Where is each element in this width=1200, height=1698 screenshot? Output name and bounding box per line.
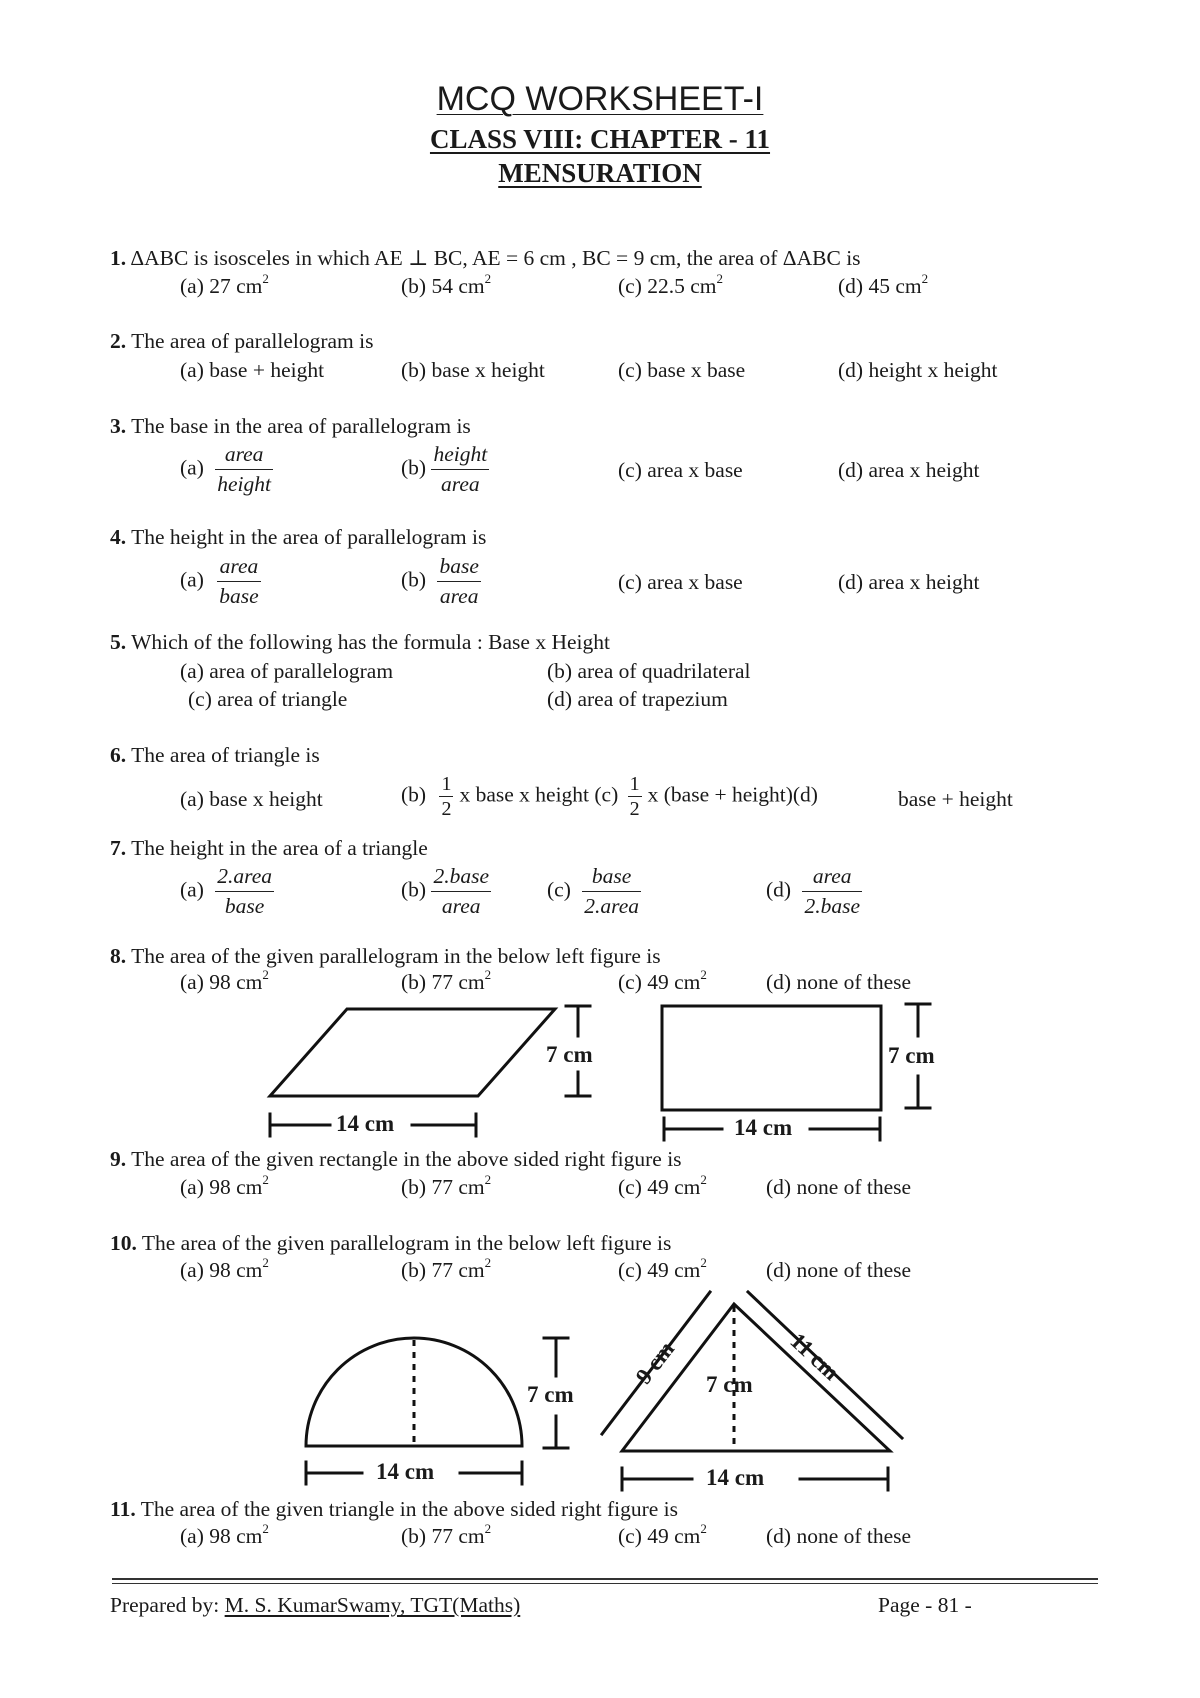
superscript: 2 [700,1172,707,1187]
question-text: The area of the given rectangle in the above sided right figure is [131,1147,682,1171]
option-text: (a) 98 cm [180,970,263,994]
numerator: 2.area [217,864,272,888]
question-text: The area of the given parallelogram in the below left figure is [131,944,661,968]
option-text: (a) 98 cm [180,1524,263,1548]
superscript: 2 [262,967,269,982]
denominator: area [439,584,479,609]
q4-option-c: (c) area x base [618,570,743,594]
question-9 [110,1147,682,1172]
triangle-shape [622,1304,890,1451]
triangle-height-label: 7 cm [706,1372,753,1397]
q9-option-d: (d) none of these [766,1175,912,1199]
option-text: (c) 22.5 cm [618,274,717,298]
option-text: (b) 77 cm [401,1524,485,1548]
superscript: 2 [921,271,929,286]
semicircle-base-label: 14 cm [376,1459,435,1484]
option-label: (b) [401,782,427,807]
q10-option-a [180,1255,269,1283]
question-number: 3. [110,414,127,438]
footer-rule-bottom [112,1583,1098,1584]
page-number: Page - 81 - [878,1593,972,1617]
question-text: The area of parallelogram is [131,329,374,353]
question-number: 2. [110,329,127,353]
option-text: (a) 98 cm [180,1175,263,1199]
footer-rule-top [112,1578,1098,1580]
numerator: 1 [441,773,452,795]
denominator: height [217,472,271,497]
option-text: (b) 54 cm [401,274,485,298]
numerator: base [591,864,632,888]
question-number: 1. [110,246,127,270]
question-text: The area of the given triangle in the above sided right figure is [140,1497,679,1521]
superscript: 2 [700,967,707,982]
option-label: (b) [401,567,427,592]
superscript: 2 [700,1521,707,1536]
option-text: (d) 45 cm [838,274,922,298]
q8-option-d: (d) none of these [766,970,912,994]
q10-option-d: (d) none of these [766,1258,912,1282]
option-text: (b) 77 cm [401,1258,485,1282]
q5-option-b: (b) area of quadrilateral [547,659,751,683]
denominator: area [441,472,480,497]
q2-option-d: (d) height x height [838,358,998,382]
option-label: (a) [180,455,204,480]
question-number: 9. [110,1147,127,1171]
footer-prepared-by [110,1593,520,1618]
q2-option-a: (a) base + height [180,358,325,382]
q10-option-c [618,1255,707,1283]
q3-option-c: (c) area x base [618,458,743,482]
numerator: 1 [629,773,640,795]
question-number: 4. [110,525,127,549]
option-text: (c) 49 cm [618,1524,701,1548]
question-text: The base in the area of parallelogram is [131,414,471,438]
q2-option-c: (c) base x base [618,358,746,382]
question-text: Which of the following has the formula : Base x Height [131,630,610,654]
question-number: 8. [110,944,127,968]
option-label: (a) [180,877,204,902]
superscript: 2 [484,271,492,286]
q3-option-d: (d) area x height [838,458,980,482]
superscript: 2 [262,271,269,286]
option-text: (c) 49 cm [618,1258,701,1282]
superscript: 2 [484,967,492,982]
triangle-left-side-label: 9 cm [630,1336,680,1389]
numerator: height [433,442,488,466]
parallelogram-shape [270,1009,555,1096]
q9-option-a [180,1172,269,1200]
denominator: base [219,584,259,609]
superscript: 2 [700,1255,707,1270]
denominator: base [224,894,265,919]
parallelogram-height-label: 7 cm [546,1042,593,1067]
question-10 [110,1231,671,1256]
question-text: The height in the area of a triangle [131,836,428,860]
q11-option-c [618,1521,707,1549]
q11-option-a [180,1521,269,1549]
option-label: (a) [180,567,204,592]
denominator: 2.area [584,894,639,919]
superscript: 2 [262,1255,269,1270]
option-text: (c) 49 cm [618,1175,701,1199]
question-text: The area of triangle is [131,743,320,767]
question-text: The height in the area of parallelogram is [131,525,487,549]
q5-option-c: (c) area of triangle [188,687,348,711]
superscript: 2 [484,1172,492,1187]
q11-option-b [401,1521,492,1549]
option-label: (d) [766,877,792,902]
numerator: 2.base [433,864,489,888]
option-text: x (base + height)(d) [647,782,818,807]
numerator: area [219,554,259,578]
q10-option-b [401,1255,492,1283]
option-label: (c) [547,877,571,902]
option-text: (b) 77 cm [401,970,485,994]
numerator: area [812,864,852,888]
denominator: 2 [629,798,640,820]
question-text: ΔABC is isosceles in which AE ⊥ BC, AE = 6 cm , BC = 9 cm, the area of ΔABC is [130,246,861,270]
prepared-label: Prepared by: [110,1593,220,1617]
option-label: (b) [401,877,427,902]
q11-option-d: (d) none of these [766,1524,912,1548]
question-11 [110,1497,678,1522]
topic-text: MENSURATION [498,158,702,188]
rectangle-shape [662,1006,881,1110]
numerator: base [439,554,479,578]
superscript: 2 [484,1255,492,1270]
question-text: The area of the given parallelogram in the below left figure is [141,1231,672,1255]
triangle-right-side-label: 11 cm [785,1328,845,1386]
option-label: (b) [401,455,427,480]
q5-option-d: (d) area of trapezium [547,687,728,711]
q9-option-b [401,1172,492,1200]
denominator: area [441,894,481,919]
q5-option-a: (a) area of parallelogram [180,659,394,683]
denominator: 2 [441,798,452,820]
q9-option-c [618,1172,707,1200]
worksheet-title-text: MCQ WORKSHEET-I [436,80,764,118]
option-text: (a) 27 cm [180,274,263,298]
option-text: (a) 98 cm [180,1258,263,1282]
parallelogram-base-label: 14 cm [336,1111,395,1136]
triangle-base-label: 14 cm [706,1465,765,1490]
rectangle-height-label: 7 cm [888,1043,935,1068]
superscript: 2 [262,1521,269,1536]
q4-option-d: (d) area x height [838,570,980,594]
superscript: 2 [484,1521,492,1536]
option-text: (b) 77 cm [401,1175,485,1199]
option-text: (c) 49 cm [618,970,701,994]
rectangle-base-label: 14 cm [734,1115,793,1140]
option-text: x base x height (c) [459,782,619,807]
q2-option-b: (b) base x height [401,358,545,382]
question-number: 6. [110,743,127,767]
denominator: 2.base [804,894,860,919]
author-name: M. S. KumarSwamy, TGT(Maths) [224,1593,521,1617]
q6-option-a: (a) base x height [180,787,323,811]
question-number: 11. [110,1497,136,1521]
superscript: 2 [716,271,724,286]
superscript: 2 [262,1172,269,1187]
question-number: 10. [110,1231,137,1255]
class-chapter-text: CLASS VIII: CHAPTER - 11 [429,124,771,154]
numerator: area [224,442,264,466]
question-number: 7. [110,836,127,860]
semicircle-height-label: 7 cm [527,1382,574,1407]
q6-option-d: base + height [898,787,1013,811]
question-number: 5. [110,630,127,654]
